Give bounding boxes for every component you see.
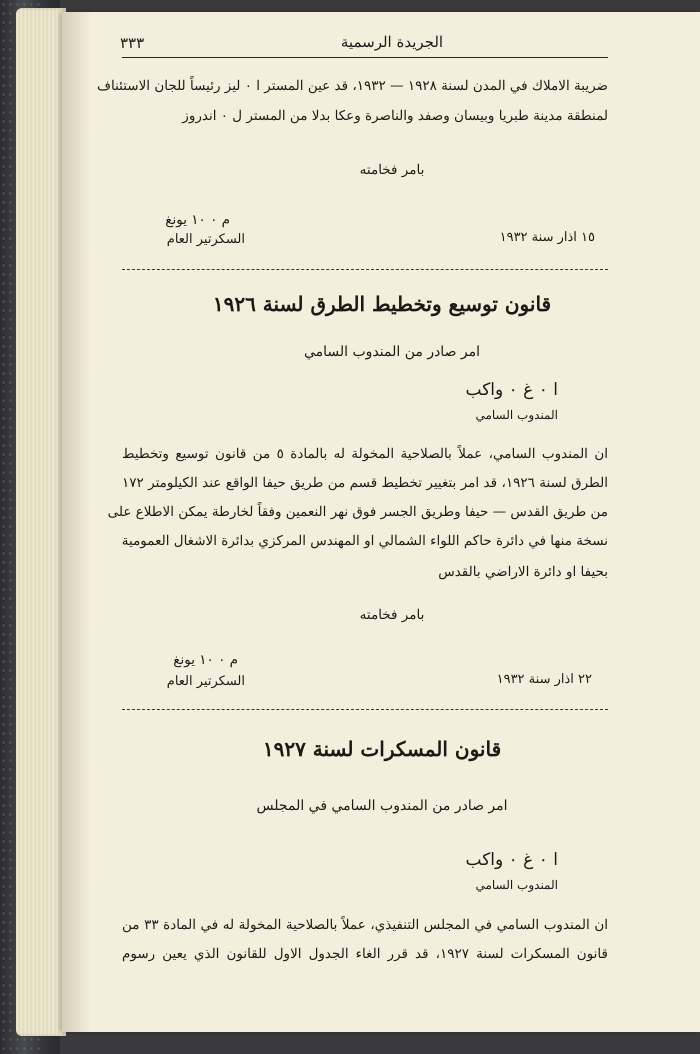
order-date: ١٥ اذار سنة ١٩٣٢ <box>499 230 595 245</box>
high-commissioner-title: المندوب السامي <box>475 408 558 422</box>
order-subtitle: امر صادر من المندوب السامي <box>303 344 481 360</box>
signatory-title: السكرتير العام <box>166 232 245 247</box>
law-title: قانون توسيع وتخطيط الطرق لسنة ١٩٢٦ <box>212 292 552 316</box>
section-divider <box>122 709 608 710</box>
high-commissioner-title: المندوب السامي <box>475 878 558 892</box>
running-title: الجريدة الرسمية <box>340 33 444 51</box>
page-edges <box>16 8 66 1036</box>
high-commissioner-name: ا ٠ غ ٠ واكب <box>465 850 558 870</box>
body-line: الطرق لسنة ١٩٢٦، قد امر بتغيير تخطيط قسم من طريق حيفا الواقع عند الكيلومتر ١٧٢ <box>122 475 608 491</box>
by-order: بامر فخامته <box>359 162 425 178</box>
body-line: من طريق القدس — حيفا وطريق الجسر فوق نهر النعمين وفقاً لخارطة يمكن الاطلاع على <box>107 504 608 520</box>
body-line: ان المندوب السامي في المجلس التنفيذي، عملاً بالصلاحية المخولة له في المادة ٣٣ من <box>122 917 608 933</box>
body-line: نسخة منها في دائرة حاكم اللواء الشمالي او المهندس المركزي بدائرة الاشغال العمومية <box>121 533 608 549</box>
order-date: ٢٢ اذار سنة ١٩٣٢ <box>496 672 592 687</box>
section1-line-2: لمنطقة مدينة طبريا وبيسان وصفد والناصرة وعكا بدلا من المستر ل ٠ اندروز <box>182 108 608 124</box>
signatory-name: م ٠ ١٠ يونغ <box>173 652 238 668</box>
signatory-title: السكرتير العام <box>166 674 245 689</box>
section1-line-1: ضريبة الاملاك في المدن لسنة ١٩٢٨ — ١٩٣٢، قد عين المستر ا ٠ ليز رئيساً للجان الاستئناف <box>96 78 608 94</box>
body-line: قانون المسكرات لسنة ١٩٢٧، قد قرر الغاء الجدول الاول للقانون الذي يعين رسوم <box>122 946 608 962</box>
law-title: قانون المسكرات لسنة ١٩٢٧ <box>262 737 502 761</box>
by-order: بامر فخامته <box>359 607 425 623</box>
page-number: ٣٣٣ <box>120 34 145 52</box>
order-subtitle: امر صادر من المندوب السامي في المجلس <box>256 798 508 814</box>
high-commissioner-name: ا ٠ غ ٠ واكب <box>465 380 558 400</box>
signatory-name: م ٠ ١٠ يونغ <box>165 212 230 228</box>
section-divider <box>122 269 608 270</box>
document-page <box>62 12 700 1032</box>
body-line: بحيفا او دائرة الاراضي بالقدس <box>438 564 608 580</box>
body-line: ان المندوب السامي، عملاً بالصلاحية المخولة له بالمادة ٥ من قانون توسيع وتخطيط <box>122 446 608 462</box>
header-rule <box>122 57 608 58</box>
